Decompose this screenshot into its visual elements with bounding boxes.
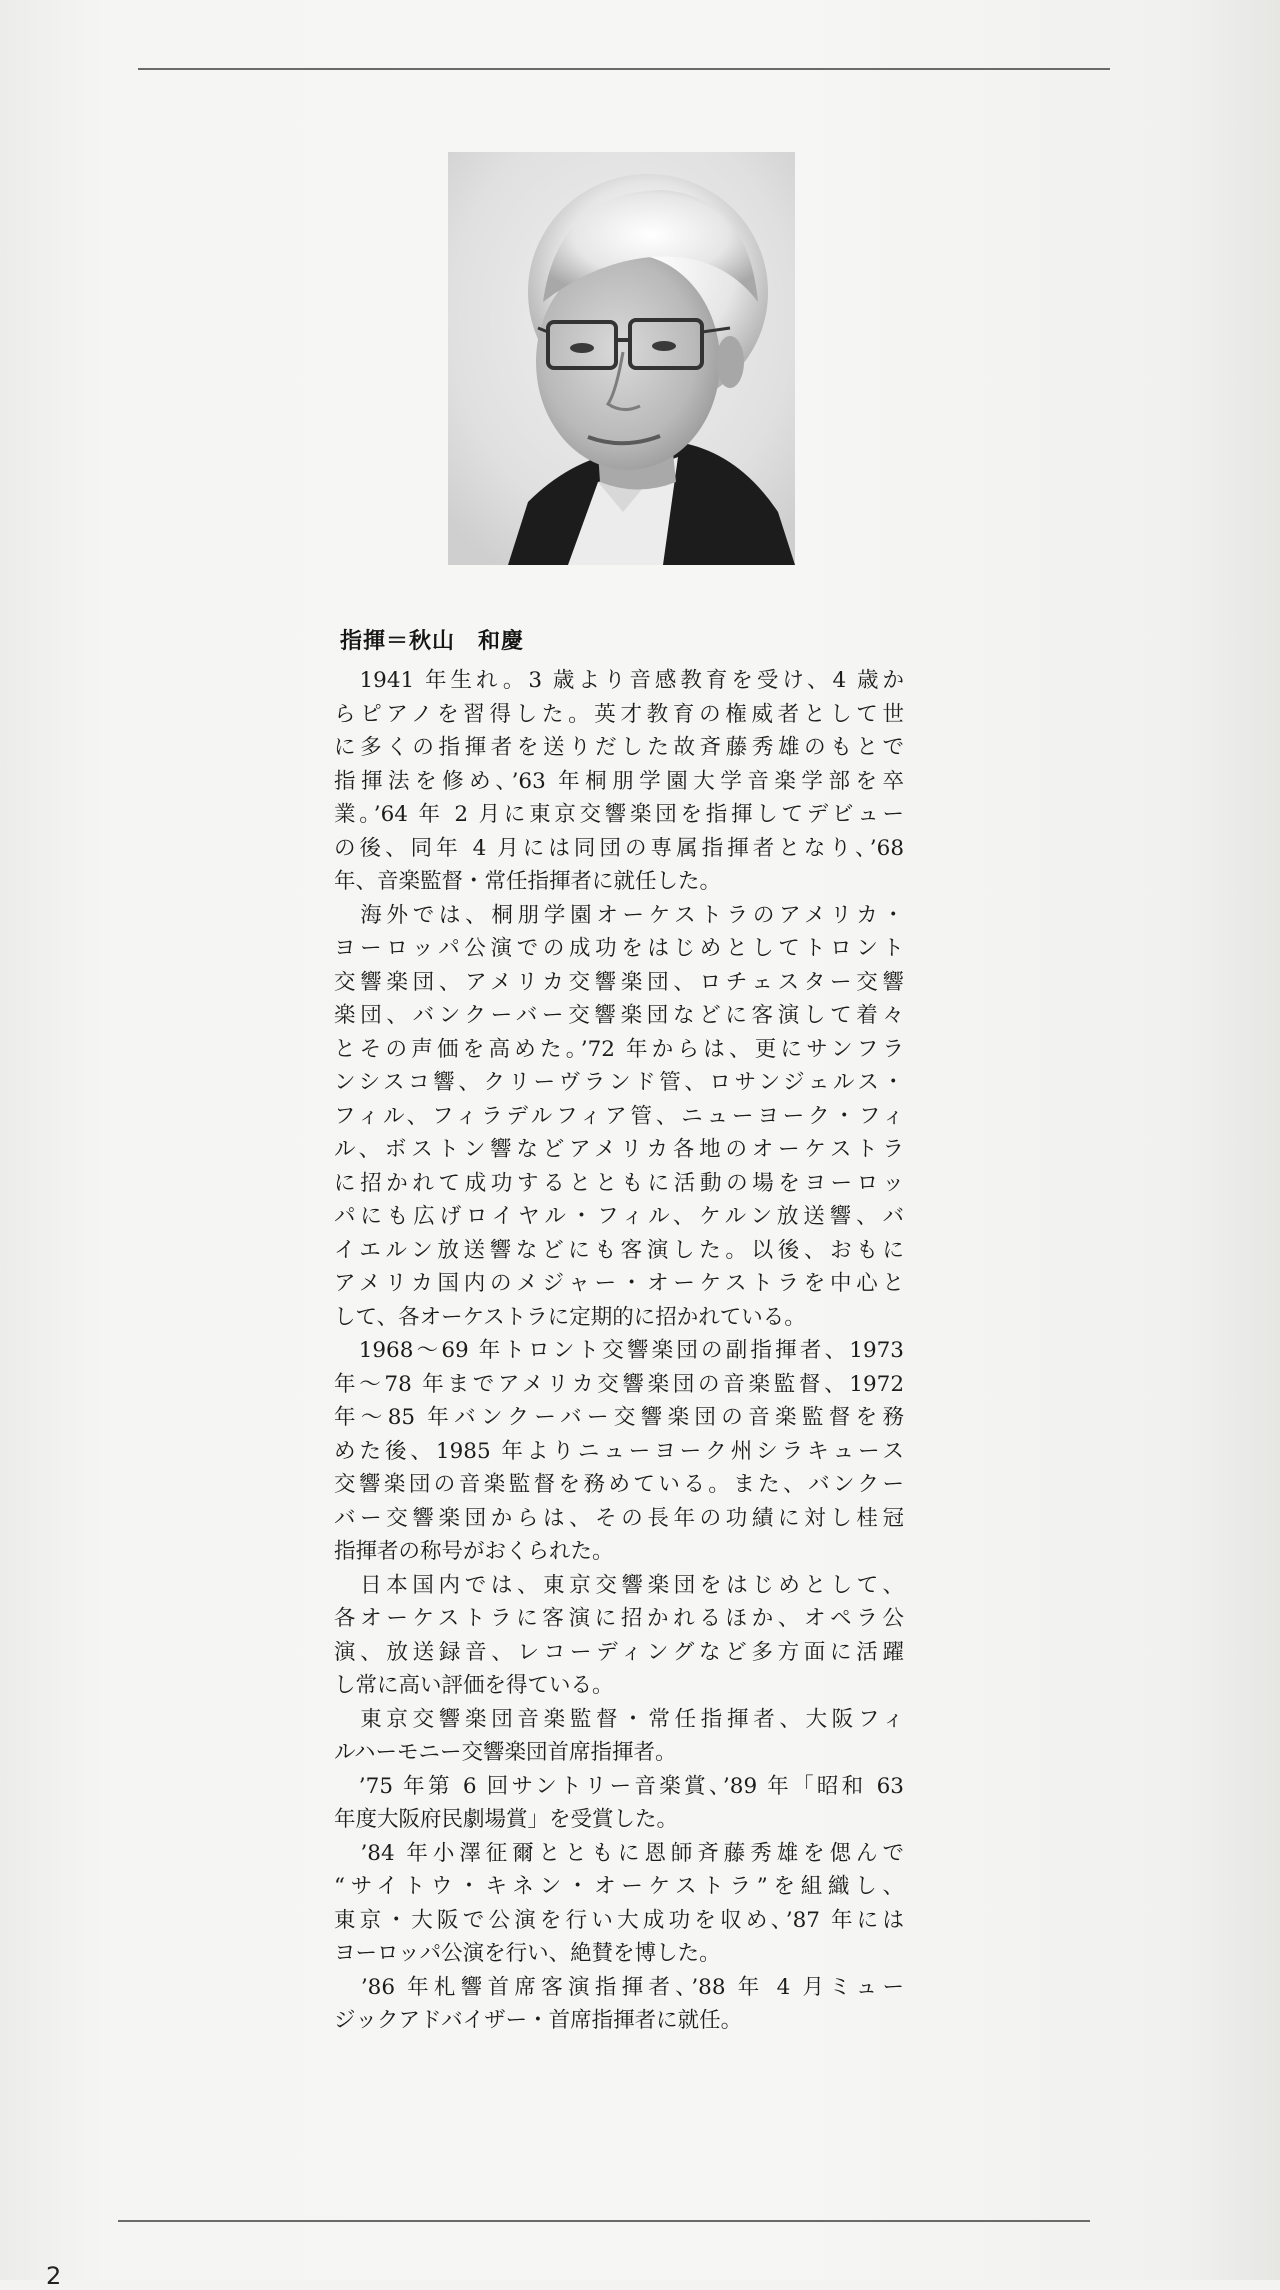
biography-line: 業。’64 年 2 月に東京交響楽団を指揮してデビュー — [334, 802, 904, 827]
biography-line: 東京・大阪で公演を行い大成功を収め、’87 年には — [334, 1907, 904, 1933]
biography-line: に招かれて成功するとともに活動の場をヨーロッ — [334, 1170, 904, 1196]
biography-line: 交響楽団、アメリカ交響楽団、ロチェスター交響 — [334, 969, 904, 995]
biography-line: ル、ボストン響などアメリカ各地のオーケストラ — [334, 1137, 904, 1162]
biography-line: 楽団、バンクーバー交響楽団などに客演して着々 — [334, 1003, 904, 1028]
biography-line: して、各オーケストラに定期的に招かれている。 — [334, 1304, 806, 1330]
biography-line: バー交響楽団からは、その長年の功績に対し桂冠 — [334, 1505, 904, 1531]
biography-line: 指揮法を修め、’63 年桐朋学園大学音楽学部を卒 — [334, 768, 904, 794]
biography-line: イエルン放送響などにも客演した。以後、おもに — [334, 1237, 904, 1263]
biography-line: とその声価を高めた。’72 年からは、更にサンフラ — [334, 1036, 904, 1062]
biography-line: アメリカ国内のメジャー・オーケストラを中心と — [334, 1271, 904, 1296]
biography-line: 1941 年生れ。3 歳より音感教育を受け、4 歳か — [334, 668, 904, 693]
biography-line: めた後、1985 年よりニューヨーク州シラキュース — [334, 1438, 904, 1464]
biography-line: し常に高い評価を得ている。 — [334, 1673, 614, 1698]
conductor-portrait-photo — [448, 152, 795, 565]
biography-line: 年度大阪府民劇場賞」を受賞した。 — [334, 1807, 679, 1832]
biography-line: 海外では、桐朋学園オーケストラのアメリカ・ — [334, 902, 904, 928]
biography-line: ヨーロッパ公演での成功をはじめとしてトロント — [334, 936, 904, 961]
biography-line: 日本国内では、東京交響楽団をはじめとして、 — [334, 1572, 904, 1598]
biography-line: に多くの指揮者を送りだした故斉藤秀雄のもとで — [334, 735, 904, 760]
biography-line: パにも広げロイヤル・フィル、ケルン放送響、バ — [334, 1204, 904, 1229]
biography-line: 演、放送録音、レコーディングなど多方面に活躍 — [334, 1639, 904, 1665]
conductor-heading: 指揮＝秋山 和慶 — [340, 629, 525, 654]
biography-line: ’84 年小澤征爾とともに恩師斉藤秀雄を偲んで — [334, 1840, 904, 1866]
biography-line: の後、同年 4 月には同団の専属指揮者となり、’68 — [334, 835, 904, 861]
biography-line: ンシスコ響、クリーヴランド管、ロサンジェルス・ — [334, 1070, 904, 1095]
biography-line: “サイトウ・キネン・オーケストラ”を組織し、 — [334, 1874, 904, 1899]
biography-line: ルハーモニー交響楽団首席指揮者。 — [334, 1740, 677, 1765]
top-rule — [138, 68, 1110, 70]
biography-line: らピアノを習得した。英才教育の権威者として世 — [334, 701, 904, 727]
biography-line: 交響楽団の音楽監督を務めている。また、バンクー — [334, 1472, 904, 1497]
biography-line: ジックアドバイザー・首席指揮者に就任。 — [334, 2008, 743, 2033]
biography-line: ヨーロッパ公演を行い、絶賛を博した。 — [334, 1941, 721, 1966]
biography-line: 年～78 年までアメリカ交響楽団の音楽監督、1972 — [334, 1371, 904, 1397]
biography-line: フィル、フィラデルフィア管、ニューヨーク・フィ — [334, 1103, 904, 1129]
page-number: 2 — [46, 2262, 62, 2290]
biography-line: 東京交響楽団音楽監督・常任指揮者、大阪フィ — [334, 1706, 904, 1732]
biography-line: 各オーケストラに客演に招かれるほか、オペラ公 — [334, 1606, 904, 1631]
bottom-rule — [118, 2220, 1090, 2222]
biography-line: 指揮者の称号がおくられた。 — [334, 1539, 614, 1564]
biography-text — [334, 664, 904, 2038]
biography-line: 1968～69 年トロント交響楽団の副指揮者、1973 — [334, 1338, 904, 1363]
portrait-illustration — [448, 152, 795, 565]
biography-line: 年、音楽監督・常任指揮者に就任した。 — [334, 869, 722, 894]
biography-line: ’75 年第 6 回サントリー音楽賞、’89 年「昭和 63 — [334, 1773, 904, 1799]
biography-line: 年～85 年バンクーバー交響楽団の音楽監督を務 — [334, 1405, 904, 1430]
biography-line: ’86 年札響首席客演指揮者、’88 年 4 月ミュー — [334, 1974, 904, 2000]
